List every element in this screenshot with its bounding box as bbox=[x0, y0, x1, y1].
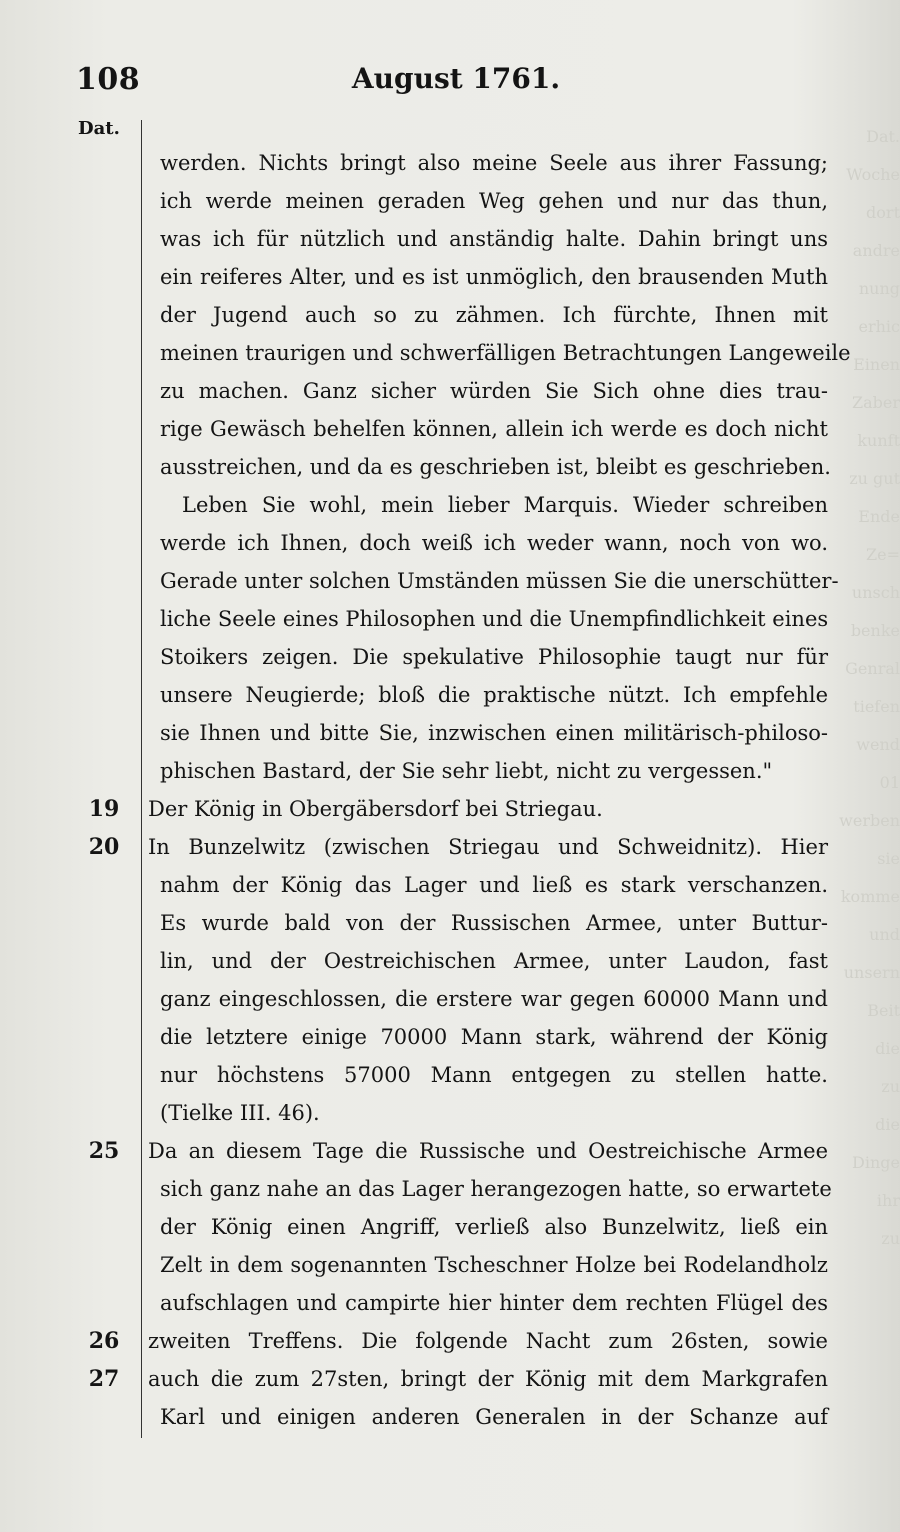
text-line bbox=[160, 1170, 832, 1208]
line-text: die letztere einige 70000 Mann stark, während der König bbox=[160, 1025, 828, 1049]
line-text: Da an diesem Tage die Russische und Oestreichische Armee bbox=[148, 1139, 828, 1163]
text-line bbox=[160, 600, 828, 638]
line-text: In Bunzelwitz (zwischen Striegau und Schweidnitz). Hier bbox=[148, 835, 828, 859]
text-line bbox=[160, 752, 828, 790]
line-text: werde ich Ihnen, doch weiß ich weder wann, noch von wo. bbox=[160, 531, 828, 555]
line-text: ausstreichen, und da es geschrieben ist, bleibt es geschrieben. bbox=[160, 455, 831, 479]
text-line bbox=[160, 1056, 828, 1094]
text-line bbox=[160, 1398, 828, 1436]
line-text: Es wurde bald von der Russischen Armee, unter Buttur- bbox=[160, 911, 828, 935]
text-line bbox=[160, 524, 828, 562]
text-line bbox=[160, 1246, 828, 1284]
line-text: liche Seele eines Philosophen und die Unempfindlichkeit eines bbox=[160, 607, 829, 631]
running-title: August 1761. bbox=[351, 62, 561, 95]
date-marker: 19 bbox=[88, 796, 120, 822]
line-text: zu machen. Ganz sicher würden Sie Sich ohne dies trau- bbox=[160, 379, 828, 403]
line-text: Stoikers zeigen. Die spekulative Philosophie taugt nur für bbox=[160, 645, 828, 669]
text-line bbox=[160, 410, 828, 448]
line-text: auch die zum 27sten, bringt der König mit dem Markgrafen bbox=[148, 1367, 828, 1391]
line-text: nahm der König das Lager und ließ es stark verschanzen. bbox=[160, 873, 828, 897]
text-line bbox=[160, 1284, 828, 1322]
line-text: werden. Nichts bringt also meine Seele aus ihrer Fassung; bbox=[160, 151, 828, 175]
body-text bbox=[88, 144, 851, 1436]
line-text: Karl und einigen anderen Generalen in der Schanze auf bbox=[160, 1405, 828, 1429]
line-text: Leben Sie wohl, mein lieber Marquis. Wieder schreiben bbox=[182, 493, 828, 517]
line-text: Gerade unter solchen Umständen müssen Sie die unerschütter- bbox=[160, 569, 839, 593]
text-line bbox=[160, 220, 828, 258]
line-text: aufschlagen und campirte hier hinter dem rechten Flügel des bbox=[160, 1291, 828, 1315]
text-line bbox=[160, 1208, 828, 1246]
line-text: rige Gewäsch behelfen können, allein ich werde es doch nicht bbox=[160, 417, 828, 441]
page-number: 108 bbox=[76, 62, 141, 97]
text-line bbox=[160, 258, 828, 296]
text-line bbox=[160, 372, 828, 410]
text-line bbox=[160, 980, 828, 1018]
running-head bbox=[76, 62, 836, 102]
text-line bbox=[160, 182, 828, 220]
text-line bbox=[160, 1094, 828, 1132]
line-text: ganz eingeschlossen, die erstere war gegen 60000 Mann und bbox=[160, 987, 828, 1011]
line-text: nur höchstens 57000 Mann entgegen zu stellen hatte. bbox=[160, 1063, 828, 1087]
line-text: zweiten Treffens. Die folgende Nacht zum 26sten, sowie bbox=[148, 1329, 828, 1353]
line-text: was ich für nützlich und anständig halte. Dahin bringt uns bbox=[160, 227, 828, 251]
text-line bbox=[160, 296, 828, 334]
text-line bbox=[160, 1018, 828, 1056]
text-line bbox=[88, 1322, 828, 1360]
date-column-header: Dat. bbox=[78, 118, 120, 139]
line-text: sich ganz nahe an das Lager herangezogen hatte, so erwartete bbox=[160, 1177, 832, 1201]
text-line bbox=[88, 828, 828, 866]
date-column-rule bbox=[141, 120, 142, 1438]
line-text: ein reiferes Alter, und es ist unmöglich, den brausenden Muth bbox=[160, 265, 828, 289]
text-line bbox=[160, 448, 831, 486]
text-line bbox=[160, 638, 828, 676]
line-text: phischen Bastard, der Sie sehr liebt, nicht zu vergessen." bbox=[160, 759, 773, 783]
text-line bbox=[160, 562, 839, 600]
date-marker: 27 bbox=[88, 1366, 120, 1392]
line-text: meinen traurigen und schwerfälligen Betrachtungen Langeweile bbox=[160, 341, 851, 365]
date-marker: 20 bbox=[88, 834, 120, 860]
line-text: der Jugend auch so zu zähmen. Ich fürchte, Ihnen mit bbox=[160, 303, 828, 327]
line-text: sie Ihnen und bitte Sie, inzwischen einen militärisch-philoso- bbox=[160, 721, 828, 745]
line-text: lin, und der Oestreichischen Armee, unter Laudon, fast bbox=[160, 949, 828, 973]
line-text: Der König in Obergäbersdorf bei Striegau. bbox=[148, 797, 603, 821]
line-text: unsere Neugierde; bloß die praktische nützt. Ich empfehle bbox=[160, 683, 828, 707]
line-text: ich werde meinen geraden Weg gehen und nur das thun, bbox=[160, 189, 828, 213]
text-line bbox=[160, 942, 828, 980]
text-line bbox=[160, 144, 828, 182]
text-line bbox=[160, 866, 828, 904]
text-line bbox=[160, 676, 828, 714]
text-line bbox=[88, 790, 828, 828]
text-line bbox=[160, 486, 828, 524]
text-line bbox=[88, 1132, 828, 1170]
text-line bbox=[160, 714, 828, 752]
text-line bbox=[160, 904, 828, 942]
line-text: (Tielke III. 46). bbox=[160, 1101, 320, 1125]
facing-page-bleed-through: Dat. Woche dort andre nung erhic Einen Zaber kunft zu gut Ende Ze= unsch benke Genral tiefen wend 01 werben sie komme und unsern Beit die zu die Dinge ihr zu bbox=[839, 127, 900, 1248]
text-line bbox=[160, 334, 851, 372]
text-line bbox=[88, 1360, 828, 1398]
date-marker: 26 bbox=[88, 1328, 120, 1354]
date-marker: 25 bbox=[88, 1138, 120, 1164]
line-text: Zelt in dem sogenannten Tscheschner Holze bei Rodelandholz bbox=[160, 1253, 828, 1277]
line-text: der König einen Angriff, verließ also Bunzelwitz, ließ ein bbox=[160, 1215, 828, 1239]
